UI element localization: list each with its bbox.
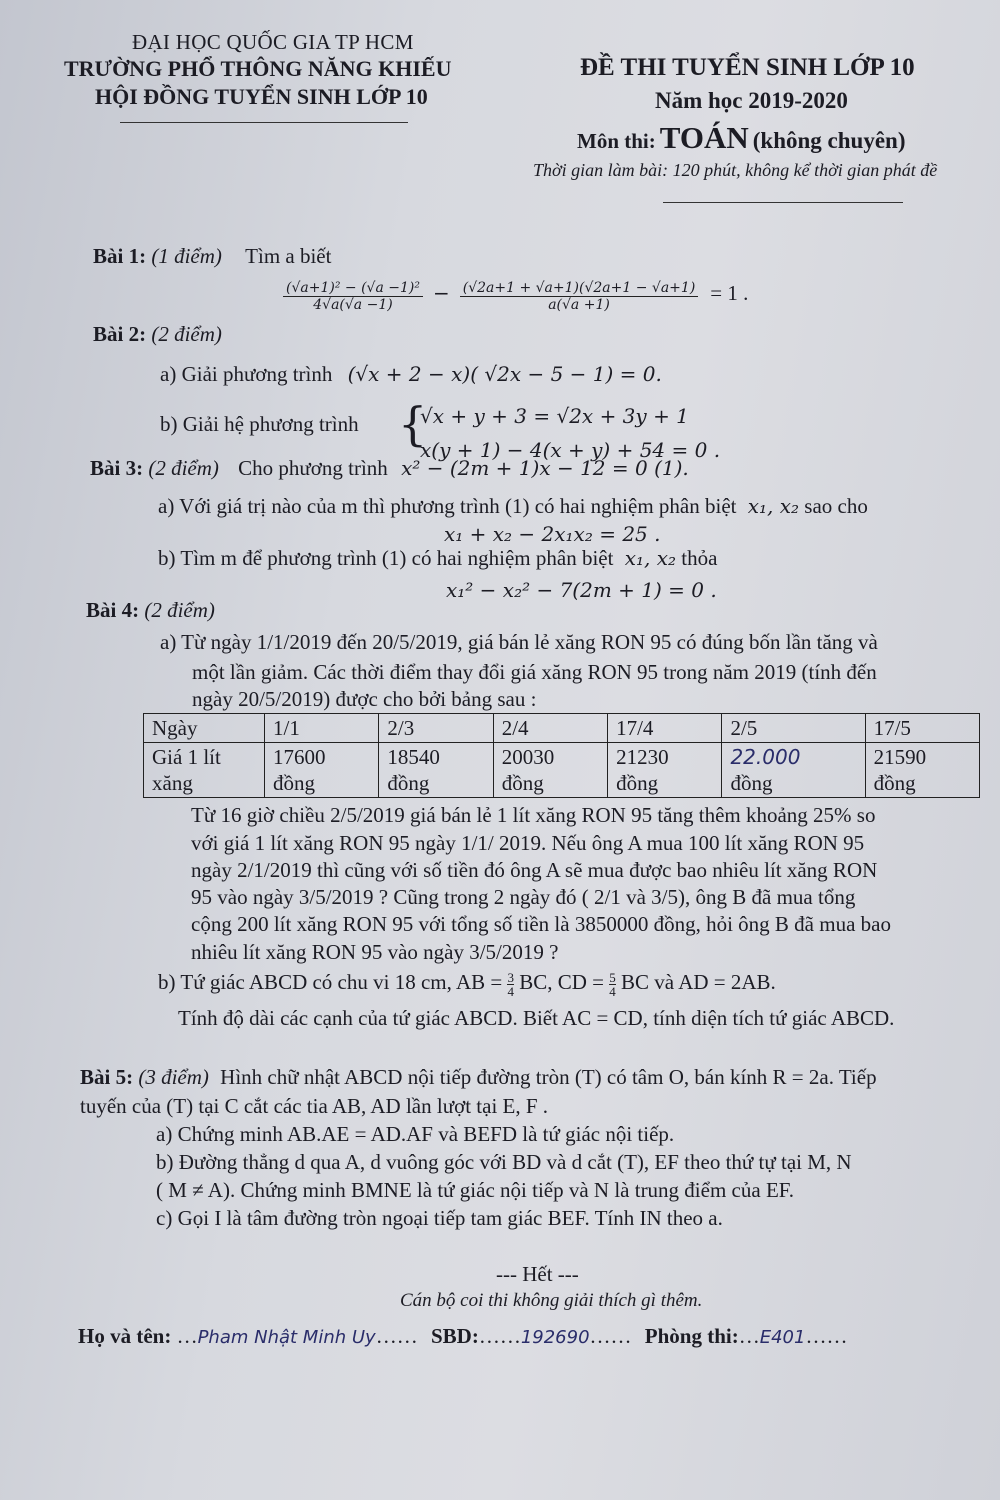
bai2-a-text: a) Giải phương trình <box>160 362 333 386</box>
bai2-points: (2 điểm) <box>151 322 222 346</box>
bai1-heading <box>93 244 331 269</box>
bai3-a-tail: sao cho <box>804 494 868 518</box>
price-value: 21590 <box>873 745 927 769</box>
bai1-fraction-1 <box>283 280 423 313</box>
bai4-b-mid: BC, CD = <box>519 970 605 994</box>
sbd-label: SBD: <box>430 1324 479 1348</box>
table-cell-date: 2/5 <box>722 714 865 743</box>
end-marker: --- Hết --- <box>496 1262 579 1286</box>
bai1-f2-numerator: (√2a+1 + √a+1)(√2a+1 − √a+1) <box>460 280 699 297</box>
table-cell-price <box>493 743 607 798</box>
university-name: ĐẠI HỌC QUỐC GIA TP HCM <box>132 30 414 54</box>
bai4-b-fraction-2 <box>609 971 616 998</box>
table-header-date: Ngày <box>144 714 265 743</box>
bai4-a-line1: a) Từ ngày 1/1/2019 đến 20/5/2019, giá bán lẻ xăng RON 95 có đúng bốn lần tăng và <box>160 630 878 654</box>
subject-name: TOÁN <box>659 120 749 155</box>
name-dots-lead: … <box>176 1324 198 1348</box>
fraction-numerator: 3 <box>507 969 514 985</box>
bai4-heading <box>86 598 215 623</box>
price-unit: đồng <box>501 771 544 795</box>
table-cell-date: 17/5 <box>865 714 979 743</box>
bai3-equation: x² − (2m + 1)x − 12 = 0 (1). <box>401 456 689 480</box>
school-year: Năm học 2019-2020 <box>655 88 848 113</box>
table-cell-price <box>722 743 865 798</box>
sbd-value: 192690 <box>520 1327 590 1348</box>
bai2-b-eq2: x(y + 1) − 4(x + y) + 54 = 0 . <box>420 438 721 462</box>
bai5-heading <box>80 1065 877 1090</box>
bai5-b1: b) Đường thẳng d qua A, d vuông góc với BD và d cắt (T), EF theo thứ tự tại M, N <box>156 1150 852 1174</box>
room-dots-trail: …… <box>805 1324 848 1348</box>
price-unit: đồng <box>730 771 773 795</box>
bai5-a: a) Chứng minh AB.AE = AD.AF và BEFD là tứ giác nội tiếp. <box>156 1122 675 1146</box>
price-unit: đồng <box>387 771 430 795</box>
bai3-b <box>158 546 717 571</box>
time-note: Thời gian làm bài: 120 phút, không kể thời gian phát đề <box>533 160 938 180</box>
room-label: Phòng thi: <box>644 1324 739 1348</box>
bai2-label: Bài 2: <box>93 322 147 346</box>
bai5-b2: ( M ≠ A). Chứng minh BMNE là tứ giác nội tiếp và N là trung điểm của EF. <box>156 1178 795 1202</box>
table-cell-price <box>265 743 379 798</box>
bai4-para-line2: với giá 1 lít xăng RON 95 ngày 1/1/ 2019. Nếu ông A mua 100 lít xăng RON 95 <box>191 831 865 855</box>
bai4-a-line2: một lần giảm. Các thời điểm thay đổi giá xăng RON 95 trong năm 2019 (tính đến <box>192 660 877 684</box>
name-dots-trail: …… <box>375 1324 418 1348</box>
bai3-a-condition: x₁ + x₂ − 2x₁x₂ = 25 . <box>444 522 661 546</box>
bai5-c: c) Gọi I là tâm đường tròn ngoại tiếp tam giác BEF. Tính IN theo a. <box>156 1206 723 1230</box>
bai3-a-text: a) Với giá trị nào của m thì phương trình (1) có hai nghiệm phân biệt <box>158 494 737 518</box>
bai4-para-line5: cộng 200 lít xăng RON 95 với tổng số tiền là 3850000 đồng, hỏi ông B đã mua bao <box>191 912 891 936</box>
bai3-a-vars: x₁, x₂ <box>747 494 800 518</box>
table-row-prices <box>144 743 980 798</box>
fraction-denominator: 4 <box>507 983 514 999</box>
bai4-points: (2 điểm) <box>144 598 215 622</box>
bai1-minus: − <box>432 281 450 306</box>
bai3-label: Bài 3: <box>90 456 144 480</box>
bai2-a-math: (√x + 2 − x)( √2x − 5 − 1) = 0. <box>347 362 662 386</box>
sbd-dots-trail: …… <box>589 1324 632 1348</box>
bai1-label: Bài 1: <box>93 244 147 268</box>
bai1-text: Tìm a biết <box>245 244 332 268</box>
price-value: 17600 <box>273 745 326 769</box>
table-header-price-line2: xăng <box>152 771 193 795</box>
price-value: 18540 <box>387 745 440 769</box>
exam-title: ĐỀ THI TUYỂN SINH LỚP 10 <box>580 54 915 81</box>
bai4-para-line4: 95 vào ngày 3/5/2019 ? Cũng trong 2 ngày đó ( 2/1 và 3/5), ông B đã mua tổng <box>191 885 856 909</box>
bai4-b-line2: Tính độ dài các cạnh của tứ giác ABCD. Biết AC = CD, tính diện tích tứ giác ABCD. <box>178 1006 895 1030</box>
bai4-b-fraction-1 <box>507 971 514 998</box>
brace-icon: { <box>398 397 428 451</box>
table-cell-date: 17/4 <box>608 714 722 743</box>
bai5-points: (3 điểm) <box>138 1065 209 1089</box>
bai1-equation <box>283 280 748 313</box>
price-value-handwritten: 22.000 <box>730 745 801 769</box>
bai4-b-line1 <box>158 970 776 998</box>
price-unit: đồng <box>873 771 916 795</box>
room-dots-lead: … <box>738 1324 760 1348</box>
bai5-label: Bài 5: <box>80 1065 134 1089</box>
header-left-rule <box>120 122 408 123</box>
bai4-a-line3: ngày 20/5/2019) được cho bởi bảng sau : <box>192 687 537 711</box>
bai3-a <box>158 494 868 519</box>
price-value: 21230 <box>616 745 669 769</box>
bai3-b-tail: thỏa <box>681 546 718 570</box>
header-right-rule <box>663 202 903 203</box>
invigilator-note: Cán bộ coi thi không giải thích gì thêm. <box>400 1290 703 1311</box>
subject-line <box>577 120 906 156</box>
bai3-b-vars: x₁, x₂ <box>624 546 676 570</box>
fraction-denominator: 4 <box>609 983 616 999</box>
bai1-rhs: = 1 . <box>710 281 749 306</box>
bai4-para-line1: Từ 16 giờ chiều 2/5/2019 giá bán lẻ 1 lít xăng RON 95 tăng thêm khoảng 25% so <box>191 803 876 827</box>
table-cell-date: 1/1 <box>265 714 379 743</box>
table-header-price <box>144 743 265 798</box>
bai2-heading <box>93 322 222 347</box>
bai5-line1: Hình chữ nhật ABCD nội tiếp đường tròn (T) có tâm O, bán kính R = 2a. Tiếp <box>220 1065 877 1089</box>
bai3-text: Cho phương trình <box>238 456 388 480</box>
bai1-f1-denominator: 4√a(√a −1) <box>313 297 393 313</box>
table-cell-price <box>379 743 493 798</box>
council-name: HỘI ĐỒNG TUYỂN SINH LỚP 10 <box>95 84 428 109</box>
table-cell-price <box>865 743 979 798</box>
subject-note: (không chuyên) <box>752 128 906 153</box>
table-row-dates <box>144 714 980 743</box>
bai1-f2-denominator: a(√a +1) <box>548 297 610 313</box>
fraction-numerator: 5 <box>609 969 616 985</box>
name-label: Họ và tên: <box>78 1324 172 1348</box>
school-name: TRƯỜNG PHỔ THÔNG NĂNG KHIẾU <box>64 56 452 81</box>
bai4-b-post: BC và AD = 2AB. <box>621 970 776 994</box>
bai3-b-condition: x₁² − x₂² − 7(2m + 1) = 0 . <box>446 578 717 602</box>
bai1-points: (1 điểm) <box>151 244 222 268</box>
bai4-label: Bài 4: <box>86 598 140 622</box>
room-value: E401 <box>759 1327 806 1348</box>
price-unit: đồng <box>616 771 659 795</box>
bai3-b-text: b) Tìm m để phương trình (1) có hai nghiệm phân biệt <box>158 546 614 570</box>
table-cell-date: 2/4 <box>493 714 607 743</box>
bai1-fraction-2 <box>460 280 699 313</box>
bai2-b-text: b) Giải hệ phương trình <box>160 412 359 436</box>
bai2-a <box>160 362 662 387</box>
bai3-points: (2 điểm) <box>148 456 219 480</box>
sbd-dots-lead: …… <box>478 1324 521 1348</box>
bai4-b-pre: b) Tứ giác ABCD có chu vi 18 cm, AB = <box>158 970 503 994</box>
candidate-info-line <box>78 1324 847 1349</box>
candidate-name: Pham Nhật Minh Uy <box>197 1327 376 1348</box>
bai4-para-line3: ngày 2/1/2019 thì cũng với số tiền đó ông A sẽ mua được bao nhiêu lít xăng RON <box>191 858 878 882</box>
bai3-heading <box>90 456 689 481</box>
table-cell-price <box>608 743 722 798</box>
bai5-line2: tuyến của (T) tại C cắt các tia AB, AD lần lượt tại E, F . <box>80 1094 549 1118</box>
price-value: 20030 <box>501 745 555 769</box>
bai2-b-eq1: √x + y + 3 = √2x + 3y + 1 <box>420 404 689 428</box>
table-header-price-line1: Giá 1 lít <box>152 745 221 769</box>
price-table <box>143 713 980 798</box>
table-cell-date: 2/3 <box>379 714 493 743</box>
price-unit: đồng <box>273 771 315 795</box>
bai1-f1-numerator: (√a+1)² − (√a −1)² <box>283 280 423 297</box>
subject-label: Môn thi: <box>577 129 656 153</box>
bai4-para-line6: nhiêu lít xăng RON 95 vào ngày 3/5/2019 ? <box>191 940 559 964</box>
